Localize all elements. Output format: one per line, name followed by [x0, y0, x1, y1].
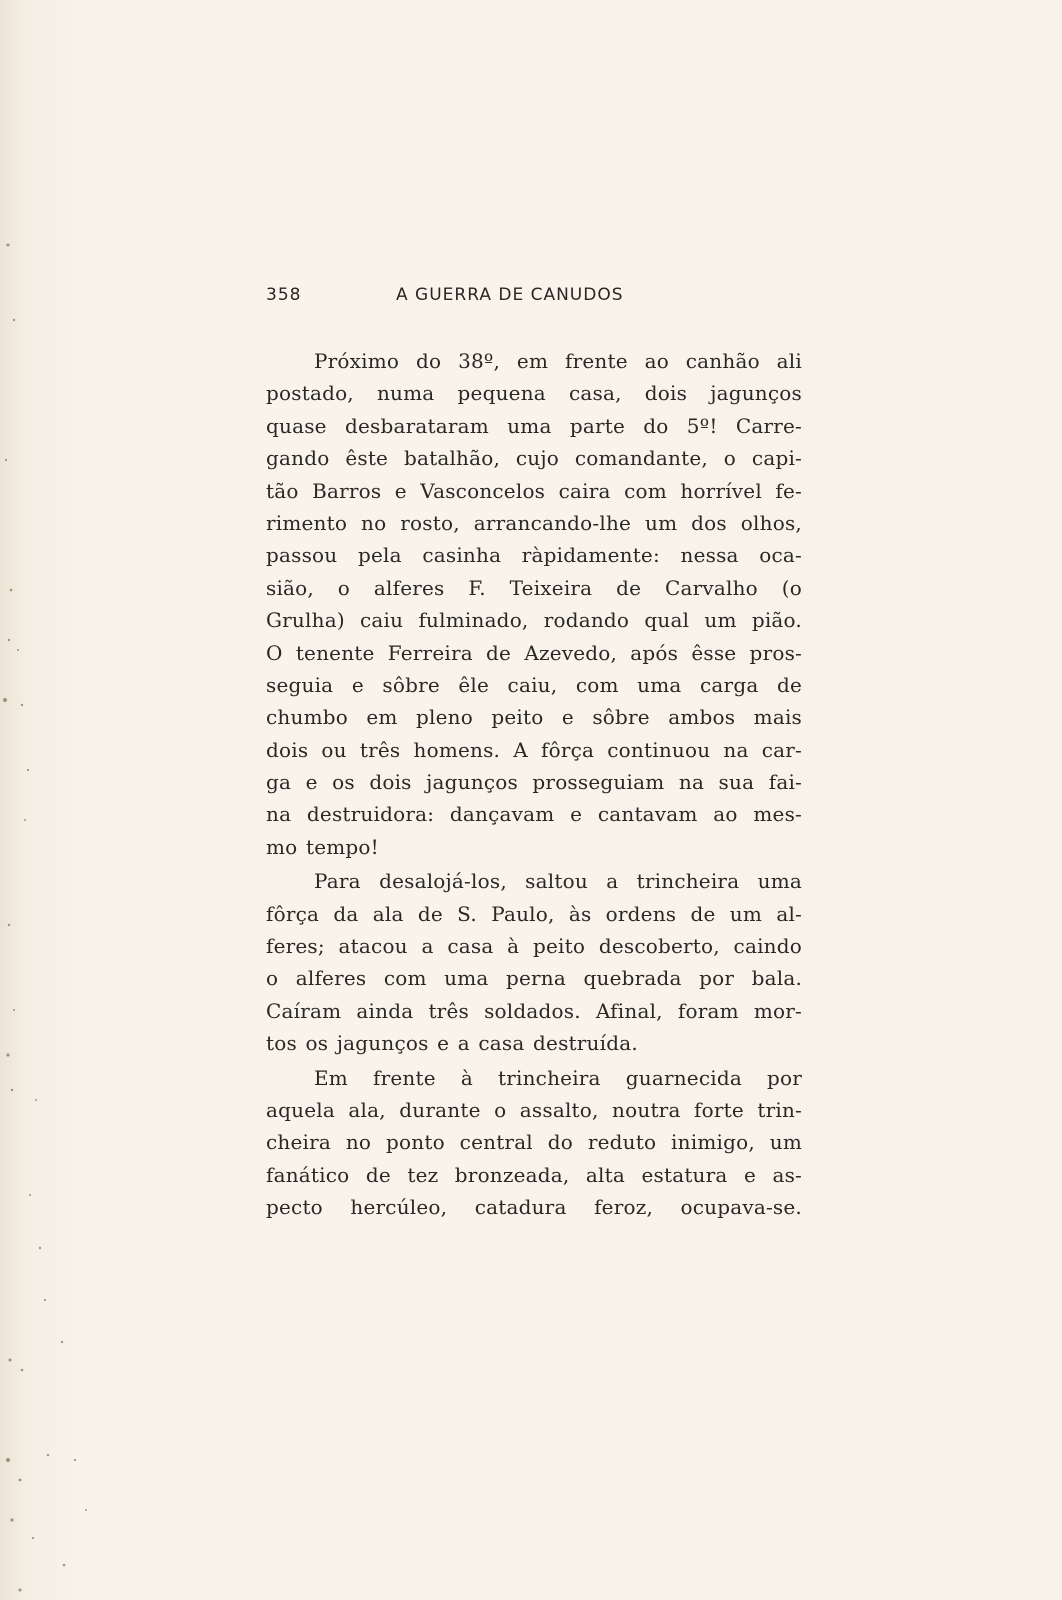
paragraph-2: [266, 865, 802, 1059]
text-line: sião, o alferes F. Teixeira de Carvalho (o: [266, 575, 802, 600]
text-line: Em frente à trincheira guarnecida por: [314, 1065, 802, 1090]
body-text: [266, 345, 802, 1224]
text-line: cheira no ponto central do reduto inimigo, um: [266, 1130, 802, 1155]
page-number: 358: [266, 285, 302, 305]
text-line: postado, numa pequena casa, dois jagunços: [266, 381, 802, 406]
paragraph-1: [266, 345, 802, 863]
text-line: O tenente Ferreira de Azevedo, após êsse pros-: [266, 640, 802, 665]
text-line: na destruidora: dançavam e cantavam ao mes-: [266, 802, 802, 827]
text-line: dois ou três homens. A fôrça continuou na car-: [266, 737, 802, 762]
text-line: feres; atacou a casa à peito descoberto, caindo: [266, 934, 802, 959]
text-line: seguia e sôbre êle caiu, com uma carga de: [266, 672, 802, 697]
text-line: tão Barros e Vasconcelos caira com horrível fe-: [266, 478, 802, 503]
text-line: passou pela casinha ràpidamente: nessa oca-: [266, 543, 802, 568]
text-line: tos os jagunços e a casa destruída.: [266, 1031, 638, 1056]
running-title: A GUERRA DE CANUDOS: [396, 285, 624, 305]
text-line: quase desbarataram uma parte do 5º! Carre-: [266, 413, 802, 438]
text-line: Próximo do 38º, em frente ao canhão ali: [314, 349, 802, 373]
text-line: chumbo em pleno peito e sôbre ambos mais: [266, 705, 802, 730]
text-line: o alferes com uma perna quebrada por bala.: [266, 966, 802, 991]
text-line: Grulha) caiu fulminado, rodando qual um pião.: [266, 608, 802, 633]
page-header: [266, 285, 826, 309]
text-line: Para desalojá-los, saltou a trincheira uma: [314, 869, 802, 894]
text-line: Caíram ainda três soldados. Afinal, foram mor-: [266, 998, 802, 1023]
text-line: aquela ala, durante o assalto, noutra forte trin-: [266, 1097, 802, 1122]
text-line: fôrça da ala de S. Paulo, às ordens de um al-: [266, 901, 802, 926]
text-line: mo tempo!: [266, 834, 379, 859]
paragraph-3: [266, 1062, 802, 1224]
text-line: fanático de tez bronzeada, alta estatura e as-: [266, 1162, 802, 1187]
text-line: pecto hercúleo, catadura feroz, ocupava-se.: [266, 1195, 802, 1220]
text-line: gando êste batalhão, cujo comandante, o capi-: [266, 446, 802, 471]
page-edge-speckles: [0, 0, 120, 1600]
text-line: ga e os dois jagunços prosseguiam na sua fai-: [266, 770, 802, 795]
text-line: rimento no rosto, arrancando-lhe um dos olhos,: [266, 510, 802, 535]
